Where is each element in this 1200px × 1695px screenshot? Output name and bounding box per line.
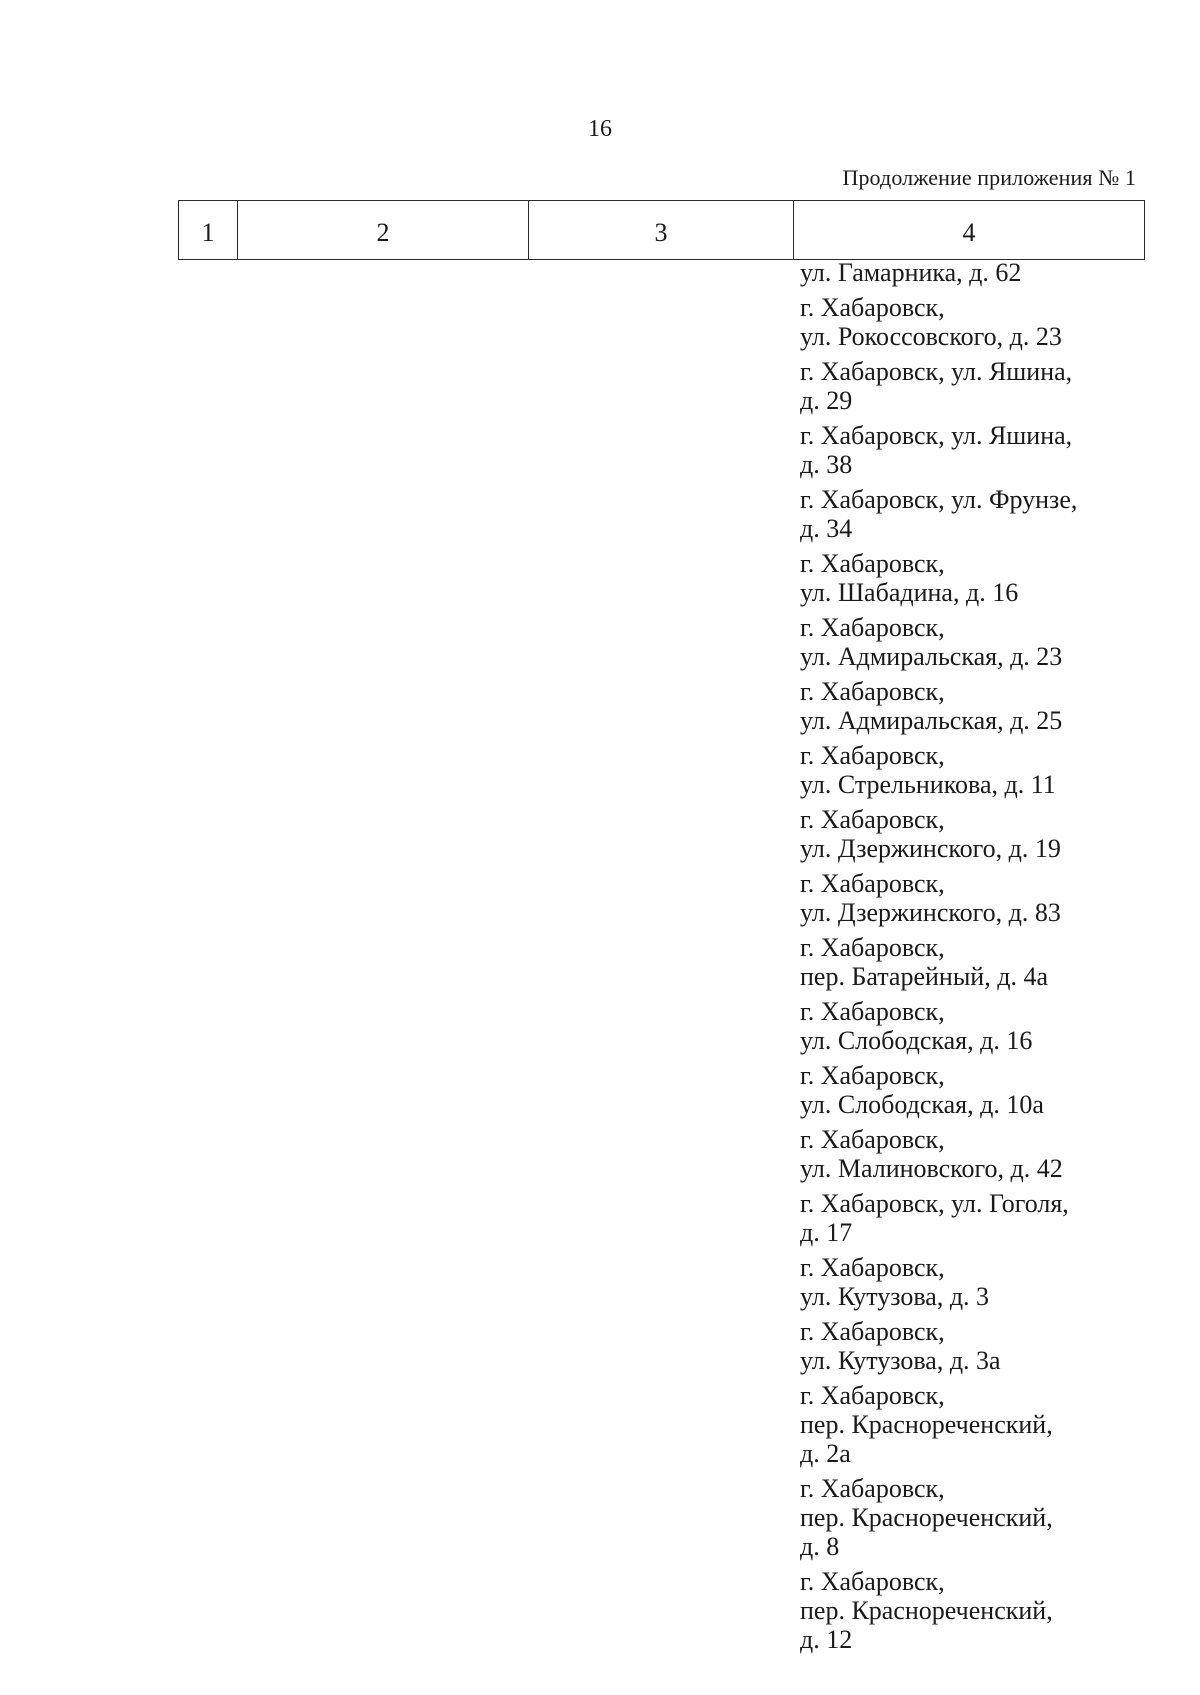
address-line: ул. Слободская, д. 10а	[800, 1090, 1044, 1119]
address-line: д. 17	[800, 1218, 853, 1247]
address-line: г. Хабаровск, ул. Гоголя,	[800, 1189, 1069, 1218]
address-entry	[800, 485, 1140, 543]
address-line: ул. Малиновского, д. 42	[800, 1154, 1063, 1183]
address-line: д. 2а	[800, 1439, 851, 1468]
address-entry	[800, 613, 1140, 671]
address-line: пер. Батарейный, д. 4а	[800, 962, 1048, 991]
address-line: д. 8	[800, 1532, 840, 1561]
address-line: г. Хабаровск, ул. Яшина,	[800, 357, 1073, 386]
address-entry	[800, 1567, 1140, 1654]
column-header-3: 3	[529, 201, 794, 260]
address-line: ул. Кутузова, д. 3а	[800, 1346, 1001, 1375]
address-line: г. Хабаровск,	[800, 1317, 945, 1346]
address-line: г. Хабаровск,	[800, 549, 945, 578]
address-entry	[800, 1381, 1140, 1468]
address-entry	[800, 805, 1140, 863]
address-line: пер. Краснореченский,	[800, 1503, 1053, 1532]
address-line: г. Хабаровск,	[800, 1061, 945, 1090]
address-line: ул. Адмиральская, д. 25	[800, 706, 1063, 735]
address-line: ул. Кутузова, д. 3	[800, 1282, 990, 1311]
address-line: г. Хабаровск,	[800, 741, 945, 770]
address-line: г. Хабаровск,	[800, 613, 945, 642]
page-number: 16	[588, 116, 612, 142]
table-header-row	[179, 201, 1145, 260]
address-entry	[800, 258, 1140, 287]
address-line: г. Хабаровск, ул. Фрунзе,	[800, 485, 1078, 514]
address-line: ул. Шабадина, д. 16	[800, 578, 1019, 607]
address-line: ул. Рокоссовского, д. 23	[800, 322, 1062, 351]
address-entry	[800, 549, 1140, 607]
address-line: г. Хабаровск,	[800, 1567, 945, 1596]
address-list	[800, 258, 1140, 1660]
address-entry	[800, 1061, 1140, 1119]
address-entry	[800, 741, 1140, 799]
address-line: г. Хабаровск,	[800, 933, 945, 962]
address-line: ул. Дзержинского, д. 83	[800, 898, 1061, 927]
address-line: г. Хабаровск,	[800, 677, 945, 706]
address-line: д. 12	[800, 1625, 853, 1654]
address-entry	[800, 421, 1140, 479]
address-entry	[800, 357, 1140, 415]
address-line: пер. Краснореченский,	[800, 1596, 1053, 1625]
address-entry	[800, 1317, 1140, 1375]
address-line: д. 38	[800, 450, 853, 479]
address-line: д. 29	[800, 386, 853, 415]
address-line: ул. Стрельникова, д. 11	[800, 770, 1056, 799]
address-entry	[800, 933, 1140, 991]
column-header-table	[178, 200, 1145, 260]
address-entry	[800, 1125, 1140, 1183]
address-line: г. Хабаровск, ул. Яшина,	[800, 421, 1073, 450]
address-line: г. Хабаровск,	[800, 1125, 945, 1154]
column-header-4: 4	[794, 201, 1145, 260]
address-line: г. Хабаровск,	[800, 869, 945, 898]
address-line: д. 34	[800, 514, 853, 543]
continuation-note: Продолжение приложения № 1	[842, 165, 1136, 190]
address-entry	[800, 1253, 1140, 1311]
address-entry	[800, 1474, 1140, 1561]
address-line: г. Хабаровск,	[800, 805, 945, 834]
address-line: ул. Гамарника, д. 62	[800, 258, 1022, 287]
address-line: г. Хабаровск,	[800, 1474, 945, 1503]
address-entry	[800, 677, 1140, 735]
address-line: ул. Адмиральская, д. 23	[800, 642, 1063, 671]
column-header-2: 2	[238, 201, 529, 260]
address-line: г. Хабаровск,	[800, 1253, 945, 1282]
address-entry	[800, 293, 1140, 351]
address-line: пер. Краснореченский,	[800, 1410, 1053, 1439]
address-entry	[800, 1189, 1140, 1247]
address-line: ул. Дзержинского, д. 19	[800, 834, 1061, 863]
address-line: г. Хабаровск,	[800, 997, 945, 1026]
address-line: г. Хабаровск,	[800, 293, 945, 322]
column-header-1: 1	[179, 201, 238, 260]
address-entry	[800, 997, 1140, 1055]
address-entry	[800, 869, 1140, 927]
address-line: г. Хабаровск,	[800, 1381, 945, 1410]
address-line: ул. Слободская, д. 16	[800, 1026, 1033, 1055]
